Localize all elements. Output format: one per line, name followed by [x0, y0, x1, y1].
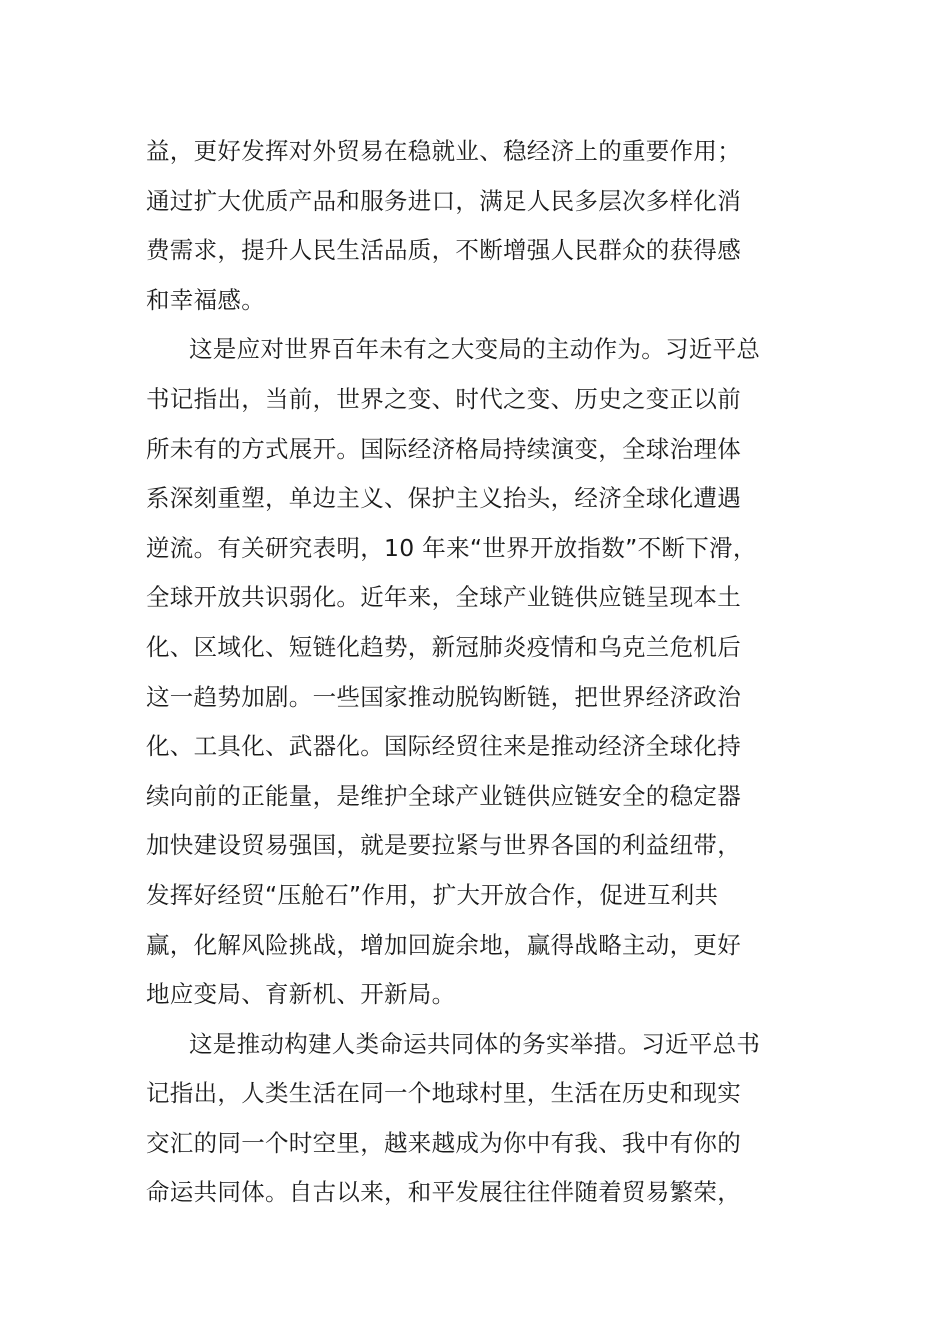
text-line: 书记指出，当前，世界之变、时代之变、历史之变正以前 [146, 384, 741, 413]
text-line: 通过扩大优质产品和服务进口，满足人民多层次多样化消 [146, 186, 741, 215]
text-line: 化、区域化、短链化趋势，新冠肺炎疫情和乌克兰危机后 [146, 632, 741, 661]
body-text [146, 127, 826, 1218]
text-line: 赢，化解风险挑战，增加回旋余地，赢得战略主动，更好 [146, 930, 741, 959]
text-line: 加快建设贸易强国，就是要拉紧与世界各国的利益纽带， [146, 831, 741, 860]
text-line: 所未有的方式展开。国际经济格局持续演变，全球治理体 [146, 434, 741, 463]
text-line: 逆流。有关研究表明，10 年来“世界开放指数”不断下滑， [146, 533, 757, 562]
text-line: 化、工具化、武器化。国际经贸往来是推动经济全球化持 [146, 732, 741, 761]
text-line: 和幸福感。 [146, 285, 265, 314]
text-line: 命运共同体。自古以来，和平发展往往伴随着贸易繁荣， [146, 1178, 741, 1207]
text-line: 益，更好发挥对外贸易在稳就业、稳经济上的重要作用； [146, 137, 741, 165]
text-line: 交汇的同一个时空里，越来越成为你中有我、我中有你的 [146, 1128, 741, 1157]
text-line: 费需求，提升人民生活品质，不断增强人民群众的获得感 [146, 236, 741, 265]
paragraph-start-line: 这是应对世界百年未有之大变局的主动作为。习近平总 [189, 335, 761, 364]
text-line: 续向前的正能量，是维护全球产业链供应链安全的稳定器 [146, 781, 741, 810]
text-line: 全球开放共识弱化。近年来，全球产业链供应链呈现本土 [146, 583, 741, 612]
text-line: 这一趋势加剧。一些国家推动脱钩断链，把世界经济政治 [146, 682, 741, 711]
text-line: 发挥好经贸“压舱石”作用，扩大开放合作，促进互利共 [146, 880, 719, 909]
text-line: 系深刻重塑，单边主义、保护主义抬头，经济全球化遭遇 [146, 484, 741, 513]
text-line: 地应变局、育新机、开新局。 [146, 980, 456, 1009]
paragraph-start-line: 这是推动构建人类命运共同体的务实举措。习近平总书 [189, 1029, 761, 1058]
text-line: 记指出，人类生活在同一个地球村里，生活在历史和现实 [146, 1079, 741, 1108]
